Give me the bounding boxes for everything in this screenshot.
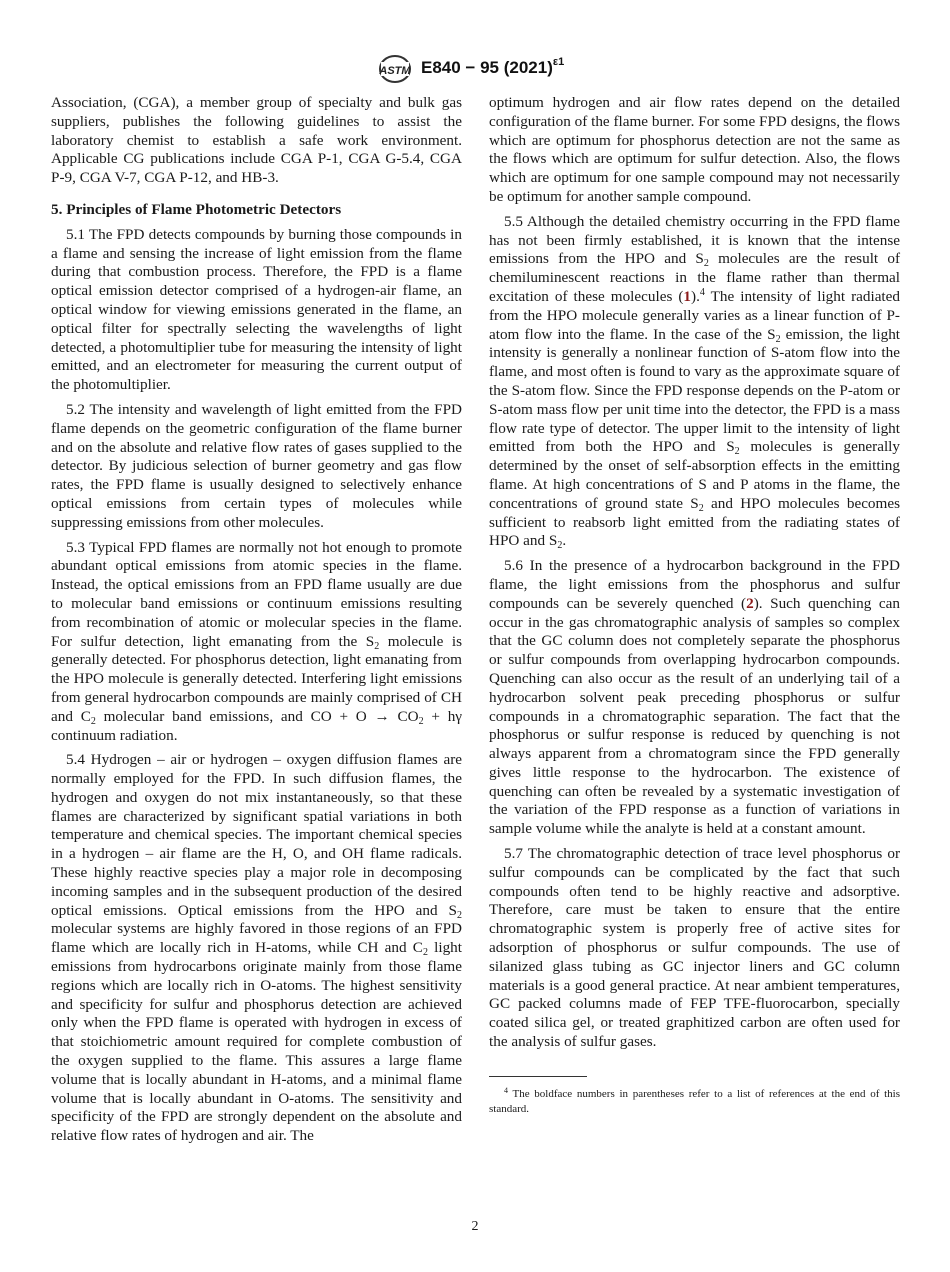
svg-text:ASTM: ASTM — [379, 65, 411, 77]
paragraph-5-4: 5.4 Hydrogen – air or hydrogen – oxygen diffusion flames are normally employed for the FPD. In such diffusion flames, the hydrogen and oxygen do not mix instantaneously, so that these flames are characterized by significant spatial variations in both temperature and chemical species. The important chemical species in a hydrogen – air flame are the H, O, and OH flame radicals. These highly reactive species play a major role in decomposing incoming samples and in the subsequent production of the desired optical emissions. Optical emissions from the HPO and $S_2$ molecular systems are highly favored in those regions of an FPD flame which are locally rich in H-atoms, while CH and $C_2$ light emissions from hydrocarbons originate mainly from those flame regions which are locally rich in O-atoms. The highest sensitivity and specificity for sulfur and phosphorus detection are achieved only when the FPD flame is operated with hydrogen in excess of that stoichiometric amount required for complete combustion of the oxygen supplied to the flame. This assures a large flame volume that is locally abundant in H-atoms, and a minimal flame volume that is locally abundant in O-atoms. The sensitivity and specificity of the FPD are strongly dependent on the absolute and relative flow rates of hydrogen and air. The — [51, 751, 462, 1145]
page-header — [0, 52, 950, 88]
right-column — [489, 94, 900, 1117]
astm-logo — [377, 54, 413, 84]
paragraph-5-2: 5.2 The intensity and wavelength of light emitted from the FPD flame depends on the geometric configuration of the flame burner and on the absolute and relative flow rates of gases supplied to the detector. By judicious selection of burner geometry and gas flow rates, the FPD flame is usually designed to selectively enhance optical emissions from certain types of molecules while suppressing emissions from other molecules. — [51, 400, 462, 531]
left-column — [51, 94, 462, 1146]
paragraph-5-7: 5.7 The chromatographic detection of trace level phosphorus or sulfur compounds can be complicated by the fact that such compounds often tend to be highly reactive and adsorptive. Therefore, care must be taken to ensure that the entire chromatographic system is properly free of active sites for adsorption of phosphorus or sulfur compounds. The use of silanized glass tubing as GC injector liners and GC column materials is a good general practice. At near ambient temperatures, GC packed columns made of FEP TFE-fluorocarbon, specially coated silica gel, or treated graphitized carbon are often used for the analysis of sulfur gases. — [489, 845, 900, 1051]
reference-link-1[interactable]: 1 — [683, 287, 692, 305]
paragraph-5-6: 5.6 In the presence of a hydrocarbon background in the FPD flame, the light emissions from the phosphorus and sulfur compounds can be severely quenched (2). Such quenching can occur in the gas chromatographic analysis of samples so complex that the GC column does not completely separate the phosphorus or sulfur compounds from overlapping hydrocarbon compounds. Quenching can also occur as the result of an underlying tail of a hydrocarbon solvent peak preceding phosphorus or sulfur compounds in a chromatographic separation. The fact that the phosphorus or sulfur response is reduced by quenching is not always apparent from a chromatogram since the FPD generally gives little response to the hydrocarbon. The existence of quenching can often be revealed by a systematic investigation of the variation of the FPD response as a function of variations in sample volume while the analyte is held at a constant amount. — [489, 557, 900, 838]
reference-link-2[interactable]: 2 — [746, 594, 754, 612]
paragraph-5-5: 5.5 Although the detailed chemistry occurring in the FPD flame has not been firmly established, it is known that the intense emissions from the HPO and $S_2$ molecules are the result of chemiluminescent reactions in the flame rather than thermal excitation of these molecules (1).$^4$ The intensity of light radiated from the HPO molecule generally varies as a linear function of P-atom flow into the flame. In the case of the $S_2$ emission, the light intensity is generally a nonlinear function of S-atom flow into the flame, and most often is found to vary as the approximate square of the S-atom flow. Since the FPD response depends on the P-atom or S-atom mass flow per unit time into the detector, the FPD is a mass flow rate type of detector. The upper limit to the intensity of light emitted from both the HPO and $S_2$ molecules is generally determined by the onset of self-absorption effects in the emitting flame. At high concentrations of S and P atoms in the flame, the concentrations of ground state $S_2$ and HPO molecules becomes sufficient to reabsorb light emitted from the radiating states of HPO and $S_2$. — [489, 212, 901, 552]
footnote-divider — [489, 1076, 587, 1077]
footnote-marker: 4 — [699, 286, 705, 298]
footnote: $^4$ The boldface numbers in parentheses refer to a list of references at the end of this standard. — [489, 1085, 900, 1115]
epsilon-mark: ε1 — [552, 56, 565, 68]
paragraph-continuation-right: optimum hydrogen and air flow rates depend on the detailed configuration of the flame burner. For some FPD designs, the flows which are optimum for phosphorus detection are not the same as the flows which are optimum for sulfur detection. Also, the flows which are optimum for one sample compound may not necessarily be optimum for another sample compound. — [489, 94, 900, 205]
paragraph-continuation: Association, (CGA), a member group of specialty and bulk gas suppliers, publishes the following guidelines to assist the laboratory chemist to establish a safe work environment. Applicable CG publications include CGA P-1, CGA G-5.4, CGA P-9, CGA V-7, CGA P-12, and HB-3. — [51, 94, 462, 187]
document-designation: E840 − 95 $(2021)^{\varepsilon 1}$ — [421, 56, 565, 77]
paragraph-5-3: 5.3 Typical FPD flames are normally not hot enough to promote abundant optical emissions from atomic species in the flame. Instead, the optical emissions from an FPD flame usually are due to molecular band emissions or continuum emissions resulting from recombination of atomic or molecular species in the flame. For sulfur detection, light emanating from the $S_2$ molecule is generally detected. For phosphorus detection, light emanating from the HPO molecule is generally detected. Interfering light emissions from general hydrocarbon compounds are mainly comprised of CH and $C_2$ molecular band emissions, and CO + $O \to CO_2 + h\gamma$ continuum radiation. — [51, 538, 463, 744]
section-heading: 5. Principles of Flame Photometric Detectors — [51, 200, 342, 218]
page-number: 2 — [471, 1219, 479, 1234]
paragraph-5-1: 5.1 The FPD detects compounds by burning those compounds in a flame and sensing the increase of light emission from the flame during that combustion process. Therefore, the FPD is a flame optical emission detector comprised of a hydrogen-air flame, an optical window for viewing emissions generated in the flame, an optical filter for spectrally selecting the wavelengths of light detected, a photomultiplier tube for measuring the intensity of light emitted, and an electrometer for measuring the current output of the photomultiplier. — [51, 225, 462, 394]
